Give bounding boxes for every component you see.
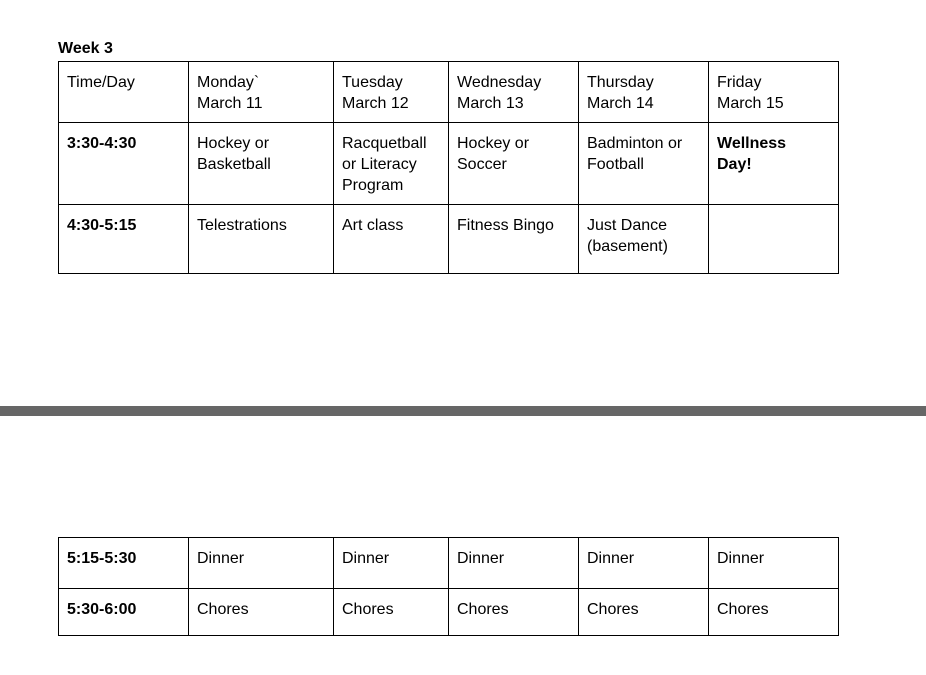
header-cell-wednesday <box>449 62 579 123</box>
activity-text: Chores <box>587 601 639 618</box>
activity-cell-wellness <box>709 123 839 205</box>
day-label: Tuesday <box>342 74 403 91</box>
table-row <box>59 123 839 205</box>
activity-text: Fitness Bingo <box>457 217 554 234</box>
table-row <box>59 538 839 589</box>
activity-cell <box>449 538 579 589</box>
activity-text: Chores <box>717 601 769 618</box>
date-label: March 14 <box>587 95 654 112</box>
activity-text: Just Dance <box>587 217 668 234</box>
activity-cell <box>189 589 334 636</box>
page-break-divider <box>0 406 926 416</box>
activity-text: Basketball <box>197 156 271 173</box>
schedule-table-top <box>58 61 839 274</box>
day-label: Wednesday <box>457 74 542 91</box>
time-label: 4:30-5:15 <box>67 217 137 234</box>
header-corner-cell <box>59 62 189 123</box>
activity-text: Dinner <box>587 550 635 567</box>
table-row <box>59 589 839 636</box>
activity-text: Badminton or <box>587 135 683 152</box>
header-cell-monday <box>189 62 334 123</box>
date-label: March 12 <box>342 95 409 112</box>
day-label: Friday <box>717 74 762 91</box>
activity-text: (basement) <box>587 238 668 255</box>
table-row <box>59 205 839 274</box>
activity-text: Dinner <box>457 550 505 567</box>
activity-cell <box>334 205 449 274</box>
day-label: Monday` <box>197 74 260 91</box>
activity-text: Dinner <box>342 550 390 567</box>
activity-cell <box>709 538 839 589</box>
header-cell-thursday <box>579 62 709 123</box>
activity-cell <box>579 205 709 274</box>
activity-cell <box>709 589 839 636</box>
time-cell <box>59 123 189 205</box>
time-label: 3:30-4:30 <box>67 135 137 152</box>
time-label: 5:15-5:30 <box>67 550 137 567</box>
activity-cell <box>579 589 709 636</box>
activity-cell <box>579 538 709 589</box>
header-corner-label: Time/Day <box>67 74 135 91</box>
date-label: March 15 <box>717 95 784 112</box>
activity-text: Soccer <box>457 156 507 173</box>
activity-text: or Literacy <box>342 156 417 173</box>
header-cell-friday <box>709 62 839 123</box>
activity-text: Chores <box>457 601 509 618</box>
activity-cell <box>334 538 449 589</box>
activity-cell <box>579 123 709 205</box>
activity-cell <box>189 205 334 274</box>
header-cell-tuesday <box>334 62 449 123</box>
activity-text: Day! <box>717 156 752 173</box>
activity-cell <box>189 123 334 205</box>
activity-cell-empty <box>709 205 839 274</box>
activity-cell <box>449 123 579 205</box>
table-header-row <box>59 62 839 123</box>
activity-text: Art class <box>342 217 404 234</box>
activity-text: Dinner <box>197 550 245 567</box>
activity-cell <box>189 538 334 589</box>
time-cell <box>59 538 189 589</box>
day-label: Thursday <box>587 74 654 91</box>
activity-text: Chores <box>197 601 249 618</box>
schedule-table-bottom <box>58 537 839 636</box>
activity-text: Hockey or <box>457 135 530 152</box>
activity-text: Racquetball <box>342 135 427 152</box>
activity-text: Wellness <box>717 135 787 152</box>
activity-text: Telestrations <box>197 217 287 234</box>
activity-text: Football <box>587 156 644 173</box>
time-cell <box>59 589 189 636</box>
activity-cell <box>449 205 579 274</box>
time-cell <box>59 205 189 274</box>
date-label: March 13 <box>457 95 524 112</box>
activity-text: Hockey or <box>197 135 270 152</box>
date-label: March 11 <box>197 95 263 112</box>
week-title: Week 3 <box>58 40 113 57</box>
activity-cell <box>334 589 449 636</box>
activity-cell <box>449 589 579 636</box>
time-label: 5:30-6:00 <box>67 601 137 618</box>
activity-text: Chores <box>342 601 394 618</box>
activity-text: Program <box>342 177 404 194</box>
activity-cell <box>334 123 449 205</box>
activity-text: Dinner <box>717 550 765 567</box>
